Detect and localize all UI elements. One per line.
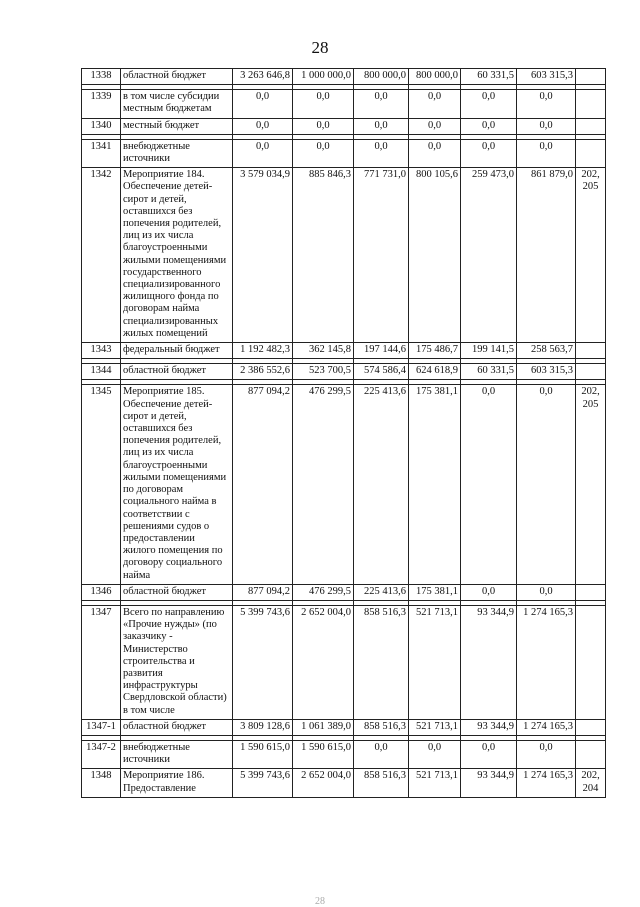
amount-cell: 521 713,1 <box>409 769 461 797</box>
amount-cell: 1 274 165,3 <box>517 605 576 719</box>
amount-cell: 3 809 128,6 <box>233 719 293 735</box>
page-number: 28 <box>311 38 329 57</box>
amount-cell: 603 315,3 <box>517 69 576 85</box>
amount-cell: 3 263 646,8 <box>233 69 293 85</box>
row-number: 1343 <box>82 343 121 359</box>
amount-cell: 0,0 <box>354 90 409 118</box>
amount-cell: 0,0 <box>517 118 576 134</box>
amount-cell: 0,0 <box>517 584 576 600</box>
amount-cell: 199 141,5 <box>461 343 517 359</box>
amount-cell: 800 000,0 <box>409 69 461 85</box>
amount-cell: 5 399 743,6 <box>233 605 293 719</box>
table-row <box>82 168 606 343</box>
amount-cell: 93 344,9 <box>461 605 517 719</box>
table-row <box>82 769 606 797</box>
amount-cell: 1 061 389,0 <box>293 719 354 735</box>
budget-table <box>81 68 606 798</box>
amount-cell: 0,0 <box>354 740 409 768</box>
row-number: 1347 <box>82 605 121 719</box>
row-number: 1338 <box>82 69 121 85</box>
amount-cell: 0,0 <box>461 385 517 584</box>
row-number: 1347-1 <box>82 719 121 735</box>
amount-cell: 0,0 <box>233 118 293 134</box>
amount-cell: 476 299,5 <box>293 385 354 584</box>
ref-cell <box>576 719 606 735</box>
amount-cell: 60 331,5 <box>461 69 517 85</box>
amount-cell: 861 879,0 <box>517 168 576 343</box>
row-number: 1340 <box>82 118 121 134</box>
amount-cell: 0,0 <box>233 139 293 167</box>
row-number: 1347-2 <box>82 740 121 768</box>
ref-cell <box>576 605 606 719</box>
row-name: областной бюджет <box>121 584 233 600</box>
amount-cell: 0,0 <box>409 90 461 118</box>
amount-cell: 574 586,4 <box>354 364 409 380</box>
row-number: 1345 <box>82 385 121 584</box>
table-row <box>82 364 606 380</box>
amount-cell: 0,0 <box>293 118 354 134</box>
ref-cell <box>576 139 606 167</box>
amount-cell: 0,0 <box>461 90 517 118</box>
table-row <box>82 139 606 167</box>
amount-cell: 60 331,5 <box>461 364 517 380</box>
amount-cell: 624 618,9 <box>409 364 461 380</box>
amount-cell: 0,0 <box>409 740 461 768</box>
amount-cell: 175 381,1 <box>409 584 461 600</box>
row-name: местный бюджет <box>121 118 233 134</box>
amount-cell: 2 386 552,6 <box>233 364 293 380</box>
amount-cell: 0,0 <box>461 584 517 600</box>
row-name: Мероприятие 184. Обеспечение детей-сирот и детей, оставшихся без попечения родителей, лиц из их числа благоустроенными жилыми помещениями государственного специализированного жилищного фонда по договорам найма специализированных жилых помещений <box>121 168 233 343</box>
amount-cell: 0,0 <box>517 740 576 768</box>
row-number: 1344 <box>82 364 121 380</box>
row-name: областной бюджет <box>121 364 233 380</box>
table-row <box>82 90 606 118</box>
amount-cell: 3 579 034,9 <box>233 168 293 343</box>
row-number: 1346 <box>82 584 121 600</box>
amount-cell: 885 846,3 <box>293 168 354 343</box>
row-number: 1348 <box>82 769 121 797</box>
amount-cell: 476 299,5 <box>293 584 354 600</box>
amount-cell: 0,0 <box>461 139 517 167</box>
row-number: 1342 <box>82 168 121 343</box>
amount-cell: 0,0 <box>517 385 576 584</box>
amount-cell: 858 516,3 <box>354 605 409 719</box>
amount-cell: 523 700,5 <box>293 364 354 380</box>
amount-cell: 521 713,1 <box>409 719 461 735</box>
amount-cell: 0,0 <box>517 139 576 167</box>
ref-cell <box>576 90 606 118</box>
ref-cell <box>576 69 606 85</box>
ref-cell: 202, 205 <box>576 168 606 343</box>
amount-cell: 225 413,6 <box>354 584 409 600</box>
amount-cell: 1 192 482,3 <box>233 343 293 359</box>
amount-cell: 2 652 004,0 <box>293 605 354 719</box>
amount-cell: 93 344,9 <box>461 719 517 735</box>
table-row <box>82 605 606 719</box>
table-row <box>82 740 606 768</box>
amount-cell: 225 413,6 <box>354 385 409 584</box>
amount-cell: 521 713,1 <box>409 605 461 719</box>
amount-cell: 93 344,9 <box>461 769 517 797</box>
table-row <box>82 584 606 600</box>
amount-cell: 877 094,2 <box>233 385 293 584</box>
amount-cell: 1 590 615,0 <box>293 740 354 768</box>
amount-cell: 771 731,0 <box>354 168 409 343</box>
ref-cell <box>576 584 606 600</box>
amount-cell: 2 652 004,0 <box>293 769 354 797</box>
row-name: федеральный бюджет <box>121 343 233 359</box>
amount-cell: 877 094,2 <box>233 584 293 600</box>
footer-page-mark: 28 <box>315 896 325 907</box>
ref-cell <box>576 740 606 768</box>
amount-cell: 362 145,8 <box>293 343 354 359</box>
ref-cell <box>576 364 606 380</box>
amount-cell: 197 144,6 <box>354 343 409 359</box>
amount-cell: 1 274 165,3 <box>517 719 576 735</box>
amount-cell: 0,0 <box>461 118 517 134</box>
amount-cell: 858 516,3 <box>354 719 409 735</box>
amount-cell: 0,0 <box>233 90 293 118</box>
amount-cell: 0,0 <box>293 90 354 118</box>
amount-cell: 0,0 <box>409 139 461 167</box>
row-name: внебюджетные источники <box>121 740 233 768</box>
amount-cell: 0,0 <box>409 118 461 134</box>
row-name: областной бюджет <box>121 69 233 85</box>
amount-cell: 800 105,6 <box>409 168 461 343</box>
ref-cell: 202, 204 <box>576 769 606 797</box>
amount-cell: 0,0 <box>517 90 576 118</box>
table-row <box>82 118 606 134</box>
row-number: 1339 <box>82 90 121 118</box>
ref-cell <box>576 343 606 359</box>
amount-cell: 0,0 <box>354 139 409 167</box>
table-body <box>82 69 606 798</box>
amount-cell: 1 590 615,0 <box>233 740 293 768</box>
row-name: областной бюджет <box>121 719 233 735</box>
amount-cell: 0,0 <box>461 740 517 768</box>
amount-cell: 858 516,3 <box>354 769 409 797</box>
ref-cell <box>576 118 606 134</box>
row-name: внебюджетные источники <box>121 139 233 167</box>
table-row <box>82 385 606 584</box>
table-row <box>82 69 606 85</box>
amount-cell: 1 000 000,0 <box>293 69 354 85</box>
table-row <box>82 719 606 735</box>
table-row <box>82 343 606 359</box>
amount-cell: 603 315,3 <box>517 364 576 380</box>
amount-cell: 5 399 743,6 <box>233 769 293 797</box>
row-name: Мероприятие 186. Предоставление <box>121 769 233 797</box>
amount-cell: 1 274 165,3 <box>517 769 576 797</box>
amount-cell: 0,0 <box>293 139 354 167</box>
amount-cell: 259 473,0 <box>461 168 517 343</box>
row-name: Всего по направлению «Прочие нужды» (по заказчику - Министерство строительства и развития инфраструктуры Свердловской области) в том числе <box>121 605 233 719</box>
amount-cell: 175 486,7 <box>409 343 461 359</box>
amount-cell: 800 000,0 <box>354 69 409 85</box>
row-name: в том числе субсидии местным бюджетам <box>121 90 233 118</box>
row-name: Мероприятие 185. Обеспечение детей-сирот и детей, оставшихся без попечения родителей, лиц из их числа благоустроенными жилыми помещениями по договорам социального найма в соответствии с решениями судов о предоставлении жилого помещения по договору социального найма <box>121 385 233 584</box>
amount-cell: 258 563,7 <box>517 343 576 359</box>
amount-cell: 175 381,1 <box>409 385 461 584</box>
amount-cell: 0,0 <box>354 118 409 134</box>
ref-cell: 202, 205 <box>576 385 606 584</box>
row-number: 1341 <box>82 139 121 167</box>
